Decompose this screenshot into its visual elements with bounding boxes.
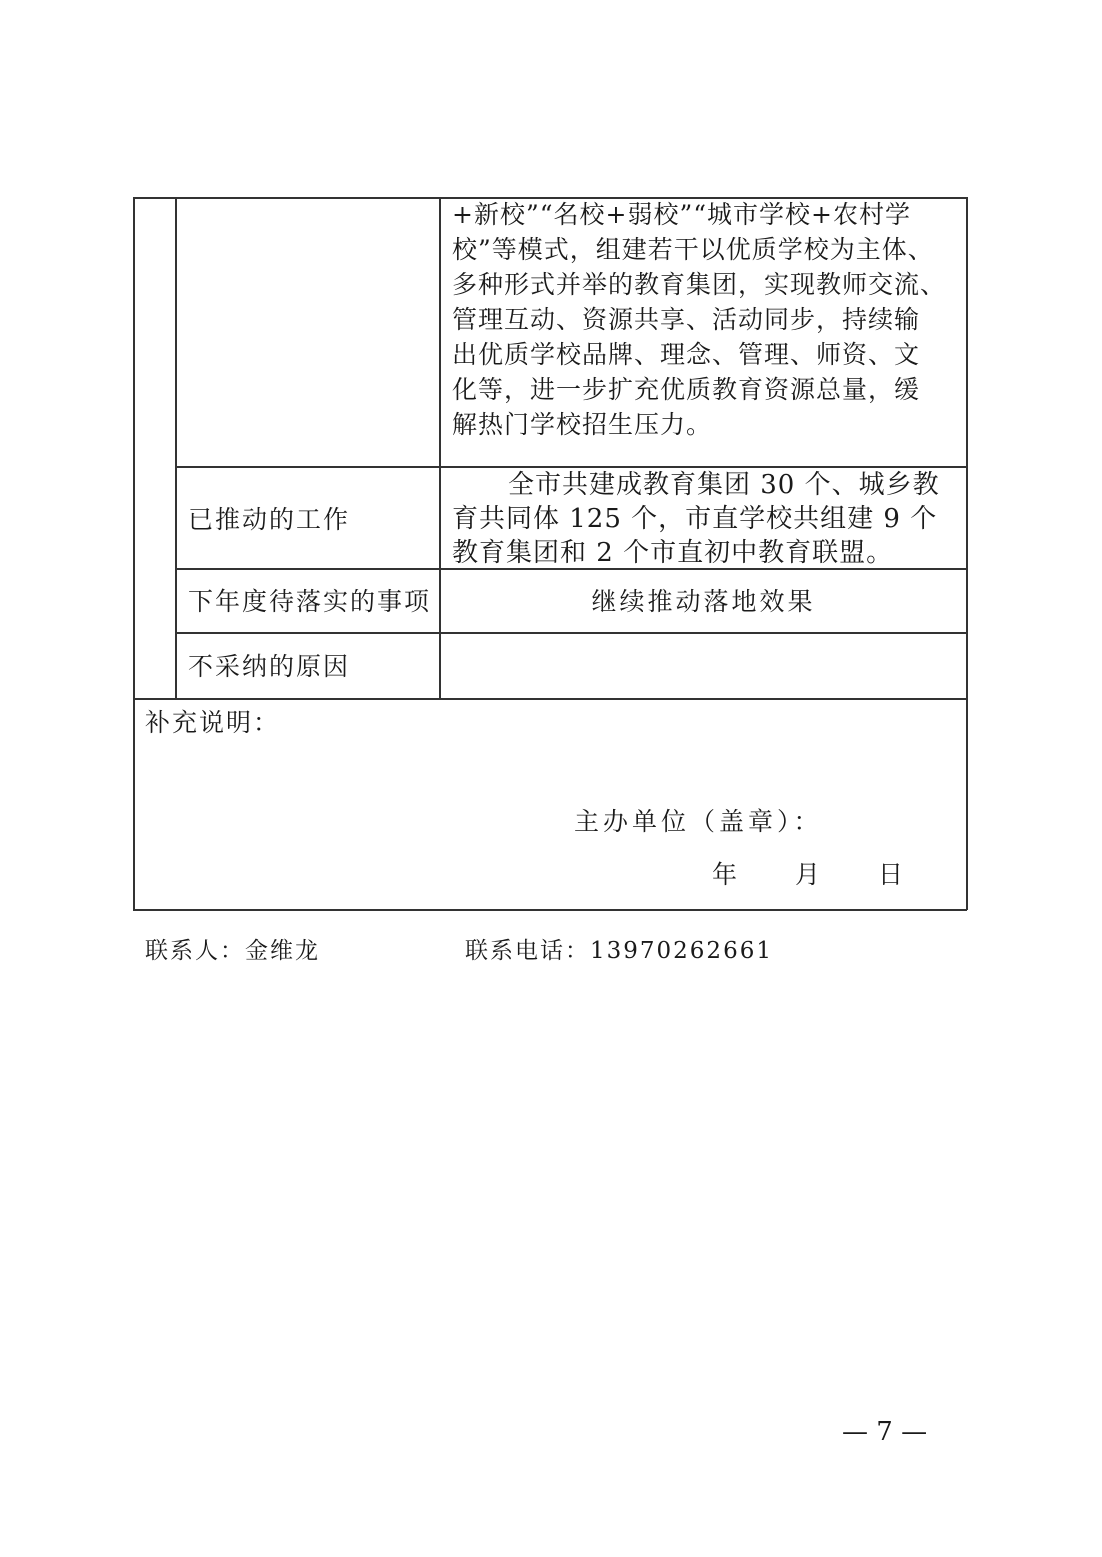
description-line: 管理互动、资源共享、活动同步，持续输 xyxy=(452,305,921,334)
row-label-next-year: 下年度待落实的事项 xyxy=(188,587,432,616)
description-line: 化等，进一步扩充优质教育资源总量，缓 xyxy=(452,375,921,404)
description-line: +新校”“名校+弱校”“城市学校+农村学 xyxy=(452,200,911,229)
progress-line: 全市共建成教育集团 30 个、城乡教 xyxy=(508,470,940,500)
row-label-progress: 已推动的工作 xyxy=(188,505,351,534)
contact-person: 联系人：金维龙 xyxy=(145,938,320,964)
description-line: 出优质学校品牌、理念、管理、师资、文 xyxy=(452,340,921,369)
date-day: 日 xyxy=(878,860,906,889)
progress-value xyxy=(452,468,940,570)
sponsor-seal-label: 主办单位（盖章）： xyxy=(574,807,823,836)
description-line: 多种形式并举的教育集团，实现教师交流、 xyxy=(452,270,947,299)
progress-line: 育共同体 125 个，市直学校共组建 9 个 xyxy=(452,504,938,534)
page-number: — 7 — xyxy=(842,1417,928,1447)
description-line: 解热门学校招生压力。 xyxy=(452,410,713,439)
row-label-rejection: 不采纳的原因 xyxy=(188,652,351,681)
progress-line: 教育集团和 2 个市直初中教育联盟。 xyxy=(452,538,894,568)
contact-phone: 联系电话：13970262661 xyxy=(465,938,773,964)
description-line: 校”等模式，组建若干以优质学校为主体、 xyxy=(452,235,934,264)
description-paragraph xyxy=(452,197,946,442)
date-year: 年 xyxy=(712,860,740,889)
date-month: 月 xyxy=(795,860,823,889)
supplement-label: 补充说明： xyxy=(145,708,281,737)
next-year-value: 继续推动落地效果 xyxy=(591,587,816,616)
